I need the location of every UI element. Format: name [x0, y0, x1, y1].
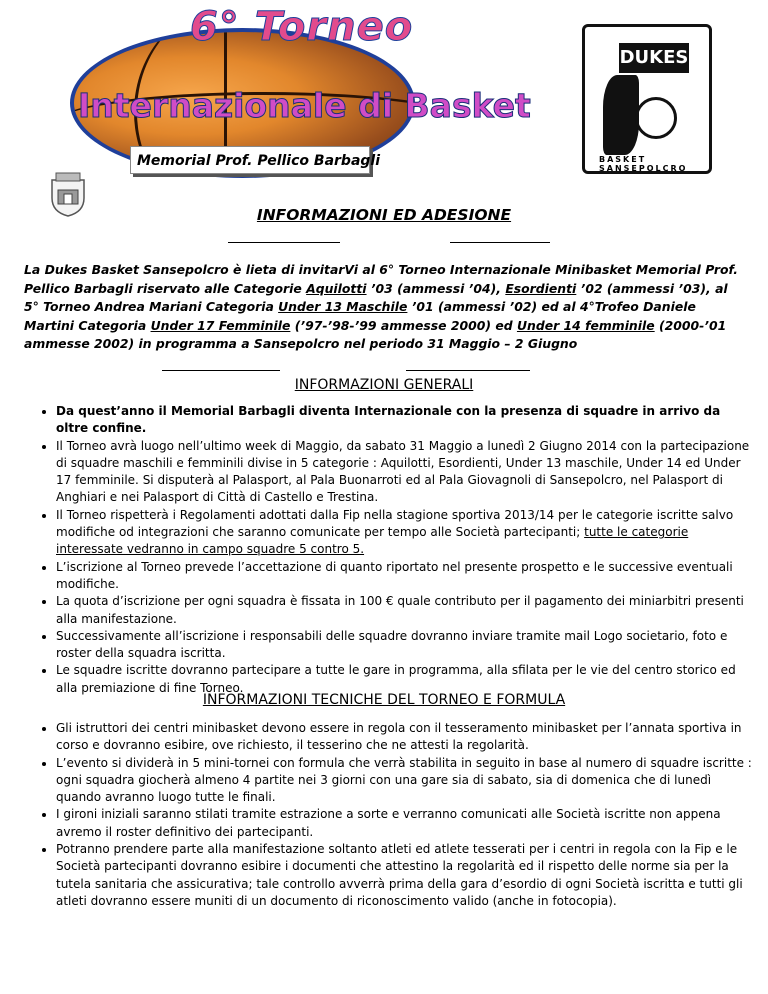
dukes-logo-text: DUKES [619, 43, 689, 73]
list-item: • L’evento si dividerà in 5 mini-tornei con formula che verrà stabilita in seguito in base al numero di squadre iscritte : ogni squadra giocherà almeno 4 partite nei 3 giorni con una gare sia di sabato, sia di domenica che di lunedì quando avranno luogo tutte le finali. [56, 755, 756, 807]
list-item: • Potranno prendere parte alla manifestazione soltanto atleti ed atlete tesserati per i centri in regola con la Fip e le Società partecipanti dovranno esibire i documenti che attestino la regolarità ed il rispetto delle norme sia per la tutela sanitaria che assicurativa; tale controllo avverrà prima della gara d’esordio di ogni Società iscritta e tutti gli atleti dovranno essere muniti di un documento di riconoscimento valido (anche in fotocopia). [56, 841, 756, 910]
main-heading: INFORMAZIONI ED ADESIONE [256, 206, 512, 224]
list-item: • Le squadre iscritte dovranno partecipare a tutte le gare in programma, alla sfilata per le vie del centro storico ed alla premiazione di fine Torneo. [56, 662, 756, 697]
basketball-icon [635, 97, 677, 139]
dukes-logo [582, 24, 712, 174]
list-item: • Gli istruttori dei centri minibasket devono essere in regola con il tesseramento minibasket per l’annata sportiva in corso e dovranno esibire, ove richiesto, il tesserino che ne attesti la regolarità. [56, 720, 756, 755]
divider-line [450, 242, 550, 243]
tournament-main-title: Internazionale di Basket [78, 86, 531, 125]
list-item: • I gironi iniziali saranno stilati tramite estrazione a sorte e verranno comunicati alle Società iscritte non appena avremo il roster definitivo dei partecipanti. [56, 806, 756, 841]
tournament-number-title: 6° Torneo [190, 4, 414, 50]
list-item: • Da quest’anno il Memorial Barbagli diventa Internazionale con la presenza di squadre in arrivo da oltre confine. [56, 403, 756, 438]
memorial-label: Memorial Prof. Pellico Barbagli [130, 146, 370, 174]
intro-paragraph: La Dukes Basket Sansepolcro è lieta di invitarVi al 6° Torneo Internazionale Minibasket Memorial Prof. Pellico Barbagli riservato alle Categorie Aquilotti ’03 (ammessi ’04), Esordienti ’02 (ammessi ’03), al 5° Torneo Andrea Mariani Categoria Under 13 Maschile ’01 (ammessi ’02) ed al 4°Trofeo Daniele Martini Categoria Under 17 Femminile (’97-’98-’99 ammesse 2000) ed Under 14 femminile (2000-’01 ammesse 2002) in programma a Sansepolcro nel periodo 31 Maggio – 2 Giugno [24, 262, 738, 351]
logo-silhouette-icon [603, 75, 639, 155]
list-item: • Successivamente all’iscrizione i responsabili delle squadre dovranno inviare tramite mail Logo societario, foto e roster della squadra iscritta. [56, 628, 756, 663]
list-item: • L’iscrizione al Torneo prevede l’accettazione di quanto riportato nel presente prospetto e le successive eventuali modifiche. [56, 559, 756, 594]
dukes-logo-subtext: BASKET SANSEPOLCRO [599, 155, 688, 173]
list-item: • Il Torneo avrà luogo nell’ultimo week di Maggio, da sabato 31 Maggio a lunedì 2 Giugno 2014 con la partecipazione di squadre maschili e femminili divise in 5 categorie : Aquilotti, Esordienti, Under 13 maschile, Under 14 ed Under 17 femminile. Si disputerà al Palasport, al Pala Buonarroti ed al Pala Giovagnoli di Sansepolcro, nel Palasport di Anghiari e nei Palasport di Città di Castello e Trestina. [56, 438, 756, 507]
divider-line [162, 370, 280, 371]
header-banner [0, 0, 768, 215]
general-info-heading: INFORMAZIONI GENERALI [294, 377, 474, 393]
general-info-list [30, 403, 756, 697]
technical-info-list [30, 720, 756, 910]
divider-line [406, 370, 530, 371]
divider-line [228, 242, 340, 243]
list-item: • Il Torneo rispetterà i Regolamenti adottati dalla Fip nella stagione sportiva 2013/14 per le categorie iscritte salvo modifiche od integrazioni che saranno comunicate per tempo alle Società partecipanti; tutte le categorie interessate vedranno in campo squadre 5 contro 5. [56, 507, 756, 559]
list-item: • La quota d’iscrizione per ogni squadra è fissata in 100 € quale contributo per il pagamento dei miniarbitri presenti alla manifestazione. [56, 593, 756, 628]
technical-info-heading: INFORMAZIONI TECNICHE DEL TORNEO E FORMULA [202, 692, 566, 708]
